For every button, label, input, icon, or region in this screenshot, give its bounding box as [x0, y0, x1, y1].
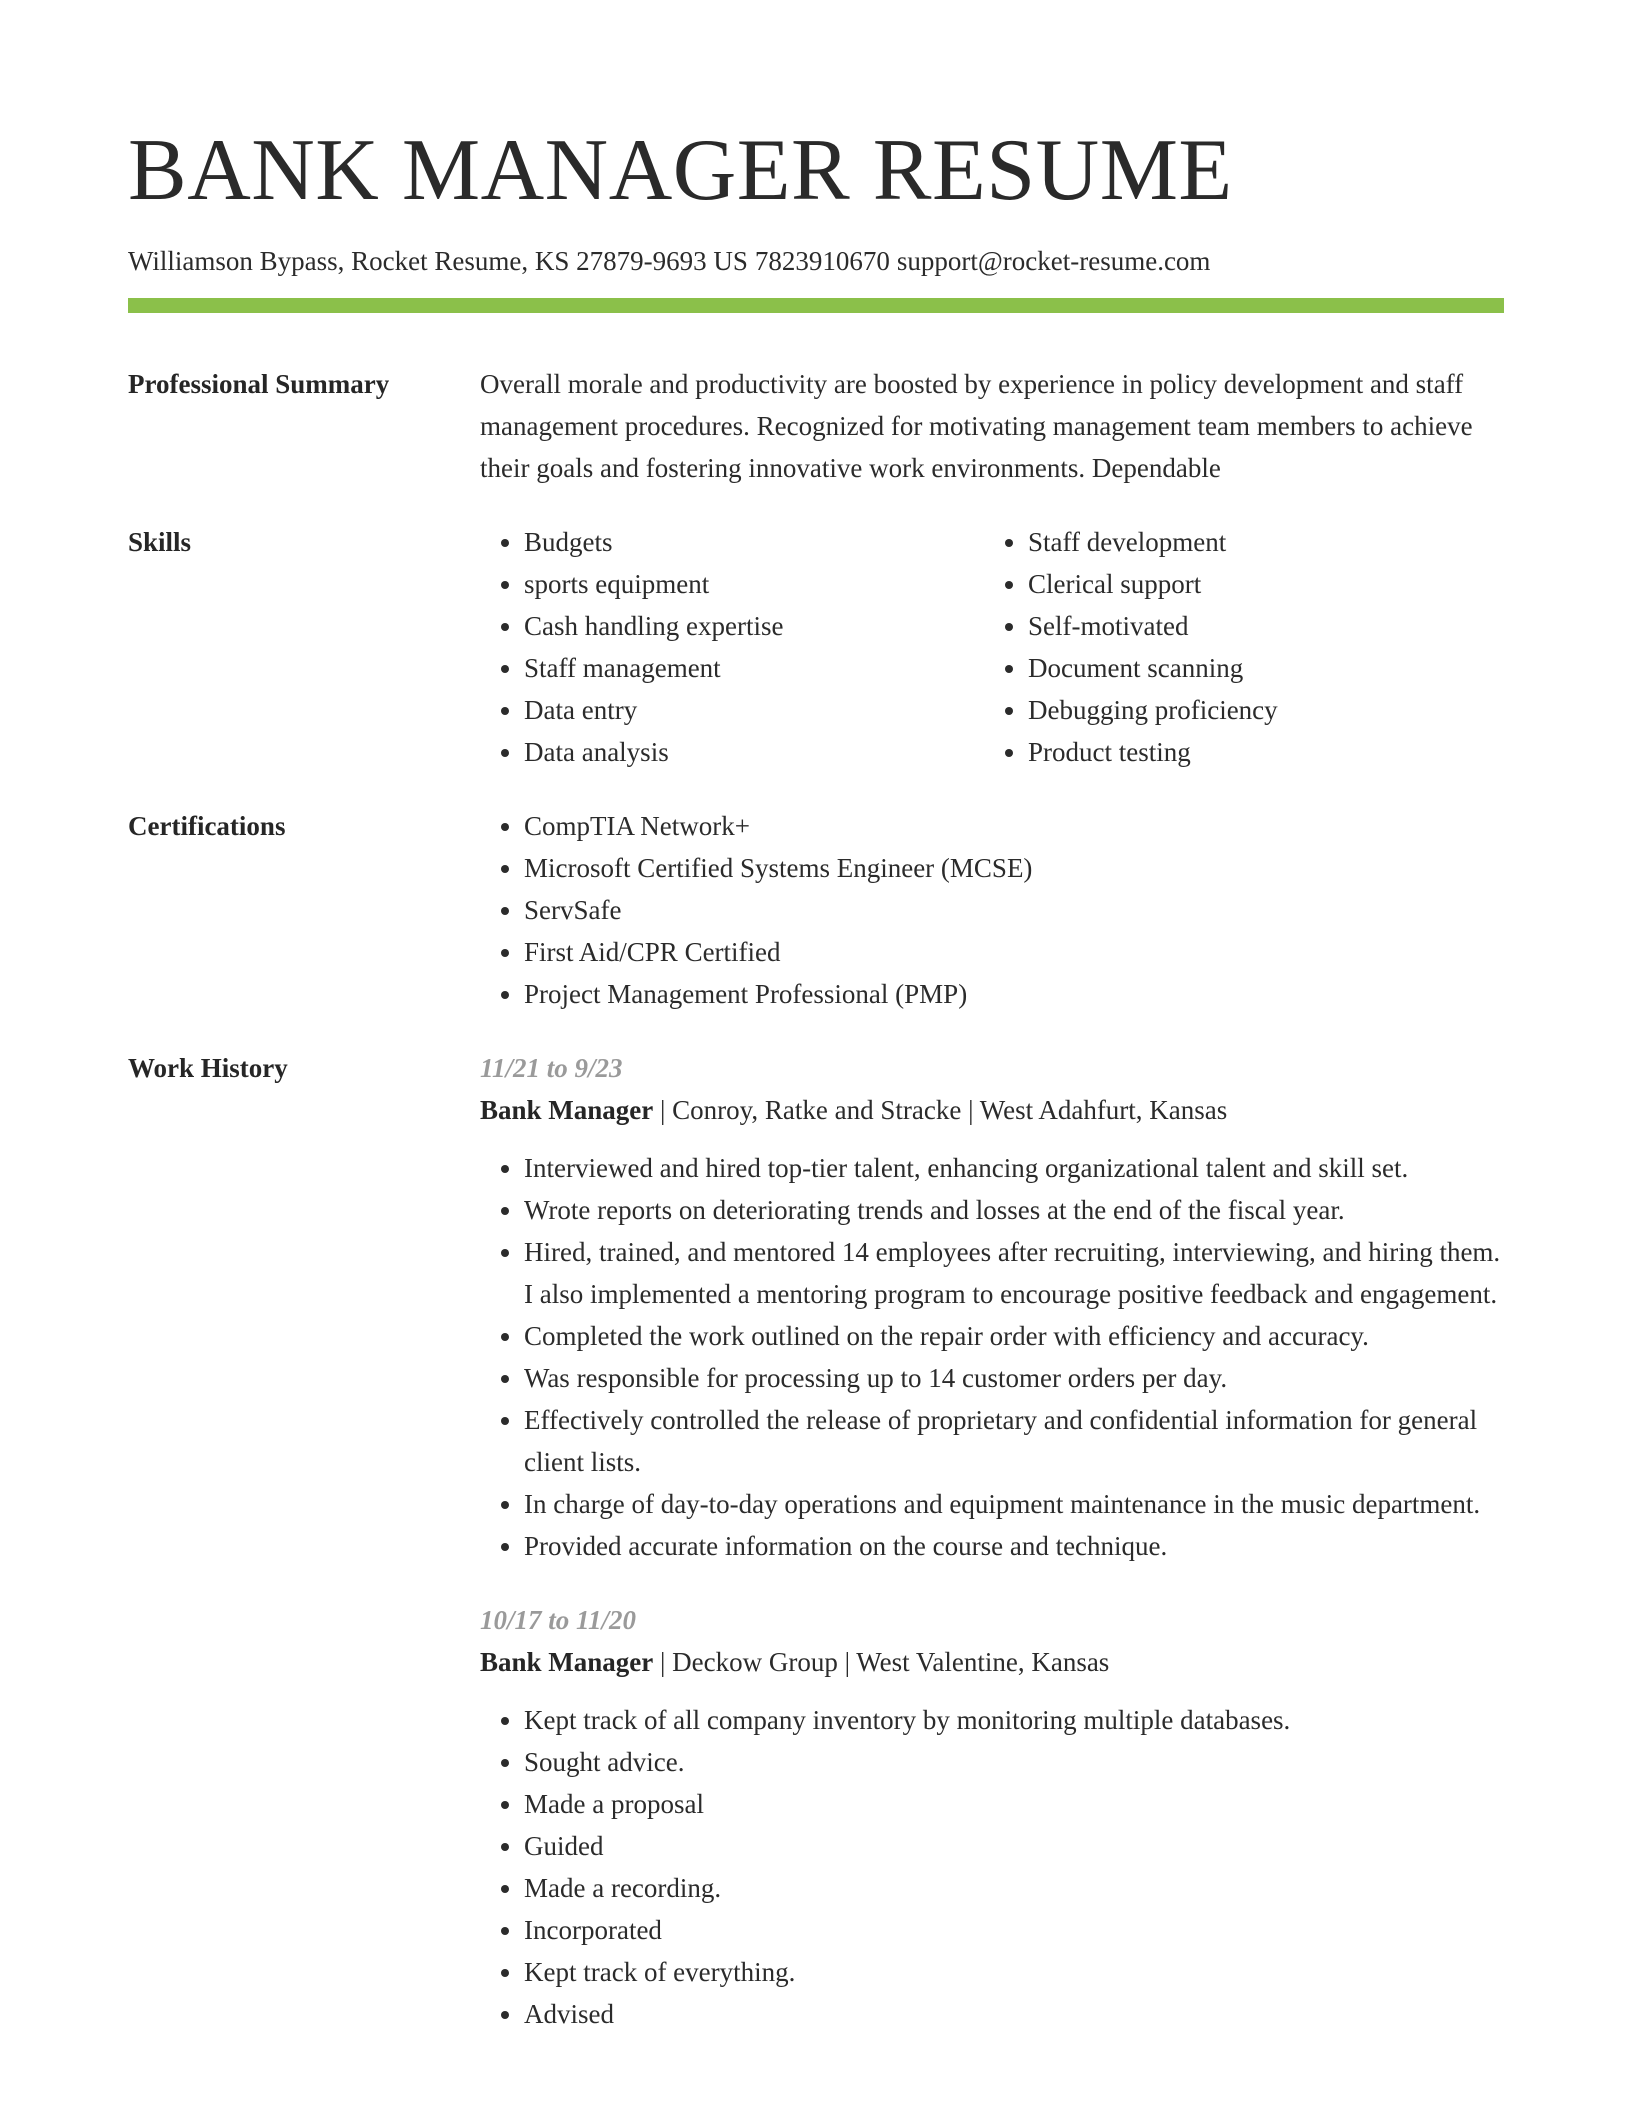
contact-email: support@rocket-resume.com — [896, 246, 1211, 276]
skills-column-left — [480, 521, 984, 773]
skill-item: • sports equipment — [524, 563, 984, 605]
contact-address: Williamson Bypass, Rocket Resume, KS 27879-9693 US — [128, 246, 748, 276]
job-duty-item: • Interviewed and hired top-tier talent, enhancing organizational talent and skill set. — [524, 1147, 1504, 1189]
job-duty-item: • Made a recording. — [524, 1867, 1504, 1909]
skill-item: • Self-motivated — [1028, 605, 1488, 647]
job-header — [480, 1089, 1504, 1131]
job-duty-item: • Provided accurate information on the course and technique. — [524, 1525, 1504, 1567]
job-duty-item: • Kept track of all company inventory by monitoring multiple databases. — [524, 1699, 1504, 1741]
certification-item: • CompTIA Network+ — [524, 805, 1504, 847]
contact-info — [128, 244, 1504, 278]
work-history-heading: Work History — [128, 1053, 288, 1083]
job-title: Bank Manager — [480, 1647, 654, 1677]
job-entry — [480, 1047, 1504, 1567]
job-title: Bank Manager — [480, 1095, 654, 1125]
job-duty-item: • In charge of day-to-day operations and equipment maintenance in the music department. — [524, 1483, 1504, 1525]
job-duty-item: • Sought advice. — [524, 1741, 1504, 1783]
resume-page — [128, 0, 1504, 2035]
job-duty-item: • Kept track of everything. — [524, 1951, 1504, 1993]
summary-text: Overall morale and productivity are boosted by experience in policy development and staff management procedures. Recognized for motivating management team members to achieve their goals and fostering innovative work environments. Dependable — [480, 369, 1473, 483]
resume-title: BANK MANAGER RESUME — [128, 122, 1233, 219]
skill-item: • Staff development — [1028, 521, 1488, 563]
job-duty-item: • Completed the work outlined on the repair order with efficiency and accuracy. — [524, 1315, 1504, 1357]
job-header — [480, 1641, 1504, 1683]
skill-item: • Debugging proficiency — [1028, 689, 1488, 731]
skills-section — [128, 521, 1504, 773]
job-duty-item: • Made a proposal — [524, 1783, 1504, 1825]
skill-item: • Data entry — [524, 689, 984, 731]
skill-item: • Staff management — [524, 647, 984, 689]
job-company-location: | Deckow Group | West Valentine, Kansas — [653, 1647, 1110, 1677]
work-history-section — [128, 1047, 1504, 2035]
job-dates: 10/17 to 11/20 — [480, 1605, 637, 1635]
skills-column-right — [984, 521, 1488, 773]
job-duty-item: • Advised — [524, 1993, 1504, 2035]
summary-heading: Professional Summary — [128, 369, 390, 399]
job-dates: 11/21 to 9/23 — [480, 1053, 623, 1083]
certification-item: • First Aid/CPR Certified — [524, 931, 1504, 973]
certifications-section — [128, 805, 1504, 1015]
skills-grid — [480, 521, 1504, 773]
job-duty-item: • Incorporated — [524, 1909, 1504, 1951]
skill-item: • Data analysis — [524, 731, 984, 773]
skill-item: • Clerical support — [1028, 563, 1488, 605]
job-duty-item: • Effectively controlled the release of proprietary and confidential information for general client lists. — [524, 1399, 1504, 1483]
certifications-list — [480, 805, 1504, 1015]
skills-heading: Skills — [128, 527, 192, 557]
skill-item: • Cash handling expertise — [524, 605, 984, 647]
skill-item: • Budgets — [524, 521, 984, 563]
job-duty-item: • Wrote reports on deteriorating trends and losses at the end of the fiscal year. — [524, 1189, 1504, 1231]
job-entry — [480, 1599, 1504, 2035]
certification-item: • Project Management Professional (PMP) — [524, 973, 1504, 1015]
certification-item: • Microsoft Certified Systems Engineer (MCSE) — [524, 847, 1504, 889]
job-company-location: | Conroy, Ratke and Stracke | West Adahfurt, Kansas — [653, 1095, 1228, 1125]
skill-item: • Document scanning — [1028, 647, 1488, 689]
job-duty-item: • Was responsible for processing up to 14 customer orders per day. — [524, 1357, 1504, 1399]
certification-item: • ServSafe — [524, 889, 1504, 931]
job-duty-item: • Hired, trained, and mentored 14 employees after recruiting, interviewing, and hiring them. I also implemented a mentoring program to encourage positive feedback and engagement. — [524, 1231, 1504, 1315]
job-duties-list — [480, 1699, 1504, 2035]
job-duty-item: • Guided — [524, 1825, 1504, 1867]
job-duties-list — [480, 1147, 1504, 1567]
header-divider — [128, 298, 1504, 313]
contact-phone: 7823910670 — [754, 246, 890, 276]
certifications-heading: Certifications — [128, 811, 286, 841]
skill-item: • Product testing — [1028, 731, 1488, 773]
summary-section — [128, 363, 1504, 489]
